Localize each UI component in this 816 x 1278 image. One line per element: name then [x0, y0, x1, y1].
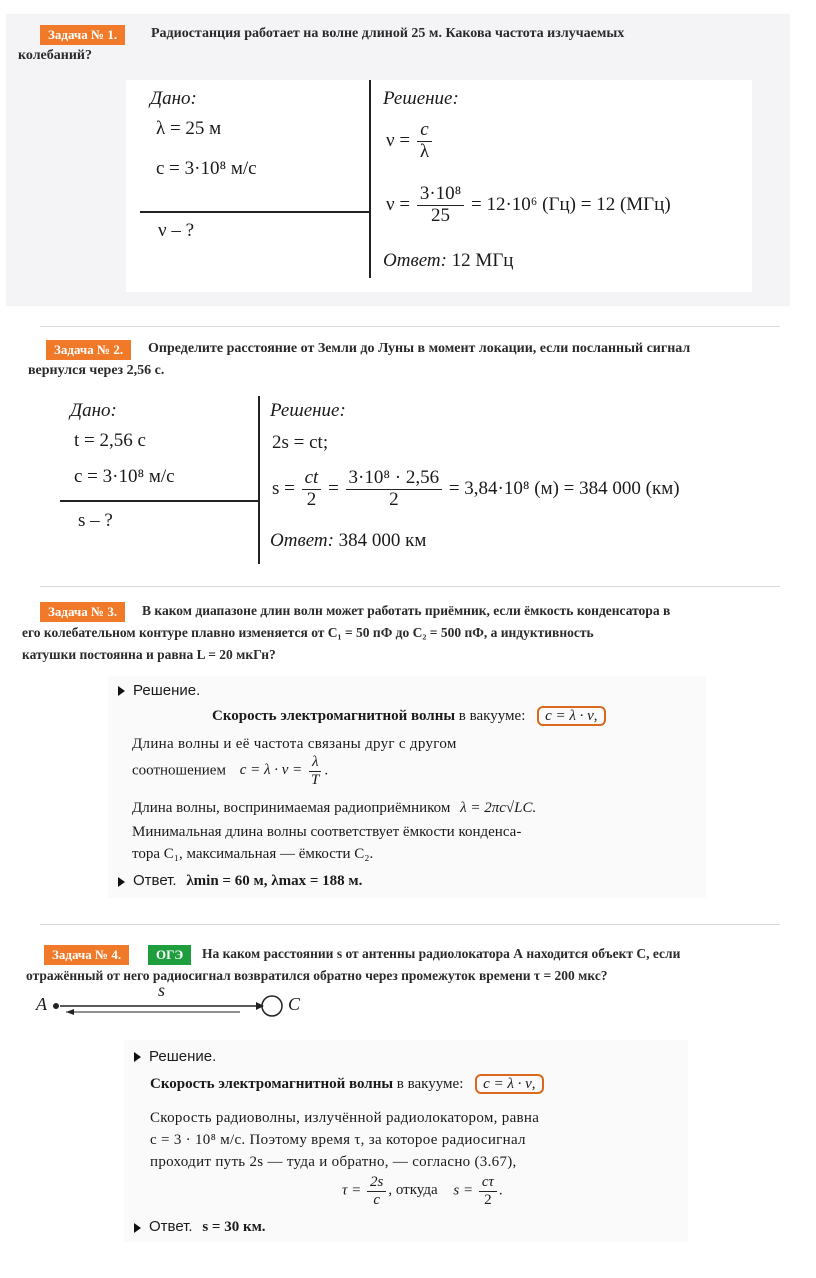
divider-3-4 — [40, 924, 780, 925]
task3-text2-den: T — [311, 771, 320, 788]
task1-calc-rhs: = 12·10⁶ (Гц) = 12 (МГц) — [471, 193, 671, 215]
task4-s-lhs: s = — [453, 1182, 474, 1199]
task2-answer — [270, 530, 426, 552]
task3-text5: тора C₁, максимальная — ёмкости C₂. — [132, 846, 374, 862]
task3-speed-suffix: в вакууме: — [458, 708, 526, 724]
task3-speed-formula: c = λ · ν, — [537, 706, 605, 726]
task2-fraction-2 — [346, 468, 443, 511]
task4-text2: c = 3 · 10⁸ м/с. Поэтому время τ, за которое радиосигнал — [150, 1132, 526, 1148]
task3-text2-fraction — [308, 754, 322, 788]
task4-answer-value: s = 30 км. — [202, 1219, 266, 1235]
task4-diagram — [30, 980, 310, 1026]
task4-s-end: . — [498, 1182, 503, 1199]
task1-calc — [386, 184, 671, 227]
task3-question-line2: его колебательном контуре плавно изменяется от C₁ = 50 пФ до C₂ = 500 пФ, а индуктивность — [22, 625, 594, 640]
task4-tau-lhs: τ = — [342, 1182, 362, 1199]
task4-s-den: 2 — [484, 1191, 492, 1208]
task2-answer-label: Ответ: — [270, 530, 334, 551]
task4-speed-row — [150, 1076, 544, 1093]
task1-calc-fraction — [417, 184, 464, 227]
task4-diagram-svg — [30, 986, 310, 1026]
task2-question-line2: вернулся через 2,56 с. — [28, 363, 165, 378]
task3-text2-formula: c = λ · ν = — [239, 762, 303, 779]
task4-solution-label — [134, 1048, 216, 1065]
task4-speed-formula: c = λ · ν, — [475, 1074, 543, 1094]
task4-solution-arrow-icon — [134, 1052, 141, 1062]
task1-calc-num: 3·10⁸ — [417, 184, 464, 206]
task2-formula1: 2s = ct; — [272, 432, 329, 453]
task4-question-line2: отражённый от него радиосигнал возвратился обратно через промежуток времени τ = 200 мкс? — [26, 968, 608, 983]
task2-solution-title: Решение: — [270, 400, 346, 421]
task2-eq: = — [328, 477, 339, 499]
task4-text1: Скорость радиоволны, излучённой радиолокатором, равна — [150, 1110, 540, 1126]
task4-answer-arrow-icon — [134, 1223, 141, 1233]
task2-f1-den: 2 — [306, 488, 317, 510]
task3-answer-arrow-icon — [118, 877, 125, 887]
task4-s-num: cτ — [479, 1174, 497, 1192]
task3-solution-arrow-icon — [118, 686, 125, 696]
task3-solution-label — [118, 682, 200, 699]
task4-object-circle — [262, 996, 282, 1016]
task4-s-fraction — [479, 1174, 497, 1208]
task1-vertical-divider — [369, 80, 371, 278]
task3-answer — [118, 872, 362, 890]
task1-solution-title: Решение: — [383, 88, 459, 109]
divider-1-2 — [40, 326, 780, 327]
task4-card — [124, 1040, 688, 1242]
task3-question-line1: В каком диапазоне длин волн может работать приёмник, если ёмкость конденсатора в — [142, 603, 671, 618]
task3-text3-formula: λ = 2πc√LC. — [460, 800, 537, 816]
task3-answer-value: λmin = 60 м, λmax = 188 м. — [186, 873, 363, 889]
task3-text2-end: . — [324, 762, 329, 779]
task4-answer-label: Ответ. — [149, 1218, 193, 1235]
task1-answer-value: 12 МГц — [451, 250, 514, 271]
task1-given-2: c = 3·10⁸ м/с — [156, 158, 257, 179]
task1-badge: Задача № 1. — [40, 25, 125, 45]
task1-find: ν – ? — [158, 220, 195, 241]
task1-question-line1: Радиостанция работает на волне длиной 25 м. Какова частота излучаемых — [151, 26, 625, 41]
task4-antenna-dot — [53, 1003, 59, 1009]
task2-card — [40, 390, 780, 568]
task2-question-line1: Определите расстояние от Земли до Луны в момент локации, если посланный сигнал — [148, 341, 691, 356]
task1-formula-den: λ — [419, 140, 430, 162]
task1-answer — [383, 250, 513, 272]
task2-answer-value: 384 000 км — [338, 530, 427, 551]
task3-speed-row — [212, 708, 606, 725]
task3-solution-text: Решение. — [133, 682, 201, 699]
task1-question-line2: колебаний? — [18, 48, 92, 63]
task1-formula-num: c — [417, 120, 431, 142]
task3-answer-label: Ответ. — [133, 872, 177, 889]
task2-vertical-divider — [258, 396, 260, 564]
task3-text3 — [132, 800, 536, 817]
task4-speed-label: Скорость электромагнитной волны — [150, 1076, 394, 1092]
task4-question-line1: На каком расстоянии s от антенны радиолокатора А находится объект С, если — [202, 946, 681, 961]
task3-text4: Минимальная длина волны соответствует ёмкости конденса- — [132, 824, 522, 840]
task1-question — [18, 23, 788, 67]
task4-solution-text: Решение. — [149, 1048, 217, 1065]
task2-fraction-1 — [302, 468, 322, 511]
task2-given-1: t = 2,56 с — [74, 430, 146, 451]
task2-calc — [272, 468, 680, 511]
task3-text2 — [132, 754, 328, 788]
task3-text1: Длина волны и её частота связаны друг с другом — [132, 736, 457, 752]
task1-formula-fraction — [417, 120, 432, 163]
task2-f2-den: 2 — [389, 488, 399, 510]
task4-tau-fraction — [367, 1174, 386, 1208]
task1-given-1: λ = 25 м — [156, 118, 222, 139]
task1-horizontal-divider — [140, 211, 369, 213]
task1-given-title: Дано: — [150, 88, 197, 109]
task3-card — [108, 676, 706, 898]
task4-oge-badge: ОГЭ — [148, 945, 191, 965]
task4-tau-den: c — [373, 1191, 380, 1208]
task4-tau-num: 2s — [367, 1174, 386, 1192]
task3-speed-label: Скорость электромагнитной волны — [212, 708, 456, 724]
task1-card — [126, 80, 752, 292]
task4-label-c: C — [288, 994, 301, 1014]
task2-s-lhs: s = — [272, 477, 295, 499]
task3-badge: Задача № 3. — [40, 602, 125, 622]
task2-horizontal-divider — [60, 500, 258, 502]
task2-badge: Задача № 2. — [46, 340, 131, 360]
task1-formula-lhs: ν = — [386, 129, 411, 151]
task2-find: s – ? — [78, 510, 113, 531]
divider-2-3 — [40, 586, 780, 587]
task1-answer-label: Ответ: — [383, 250, 447, 271]
task1-formula — [386, 120, 434, 163]
task1-calc-den: 25 — [431, 204, 451, 226]
task4-speed-suffix: в вакууме: — [396, 1076, 464, 1092]
task3-question-line3: катушки постоянна и равна L = 20 мкГн? — [22, 647, 276, 662]
task4-question — [26, 943, 796, 987]
task4-answer — [134, 1218, 266, 1236]
task4-text3: проходит путь 2s — туда и обратно, — согласно (3.67), — [150, 1154, 517, 1170]
task4-return-arrowhead — [66, 1009, 74, 1015]
task3-question — [22, 600, 802, 666]
task2-given-2: c = 3·10⁸ м/с — [74, 466, 175, 487]
task4-formula-row — [342, 1174, 503, 1208]
task4-badge: Задача № 4. — [44, 945, 129, 965]
task3-text2-prefix: соотношением — [132, 762, 226, 779]
task2-calc-rhs: = 3,84·10⁸ (м) = 384 000 (км) — [448, 477, 680, 499]
task2-f2-num: 3·10⁸ · 2,56 — [346, 468, 443, 490]
task3-text3-prefix: Длина волны, воспринимаемая радиоприёмником — [132, 800, 451, 816]
task2-f1-num: ct — [302, 468, 322, 490]
task4-tau-mid: , откуда — [388, 1182, 438, 1199]
task1-calc-lhs: ν = — [386, 193, 411, 215]
task4-label-a: A — [36, 994, 47, 1014]
task3-text2-num: λ — [309, 754, 322, 772]
task2-given-title: Дано: — [70, 400, 117, 421]
task2-question — [28, 338, 798, 382]
task4-label-s: s — [158, 980, 166, 1000]
